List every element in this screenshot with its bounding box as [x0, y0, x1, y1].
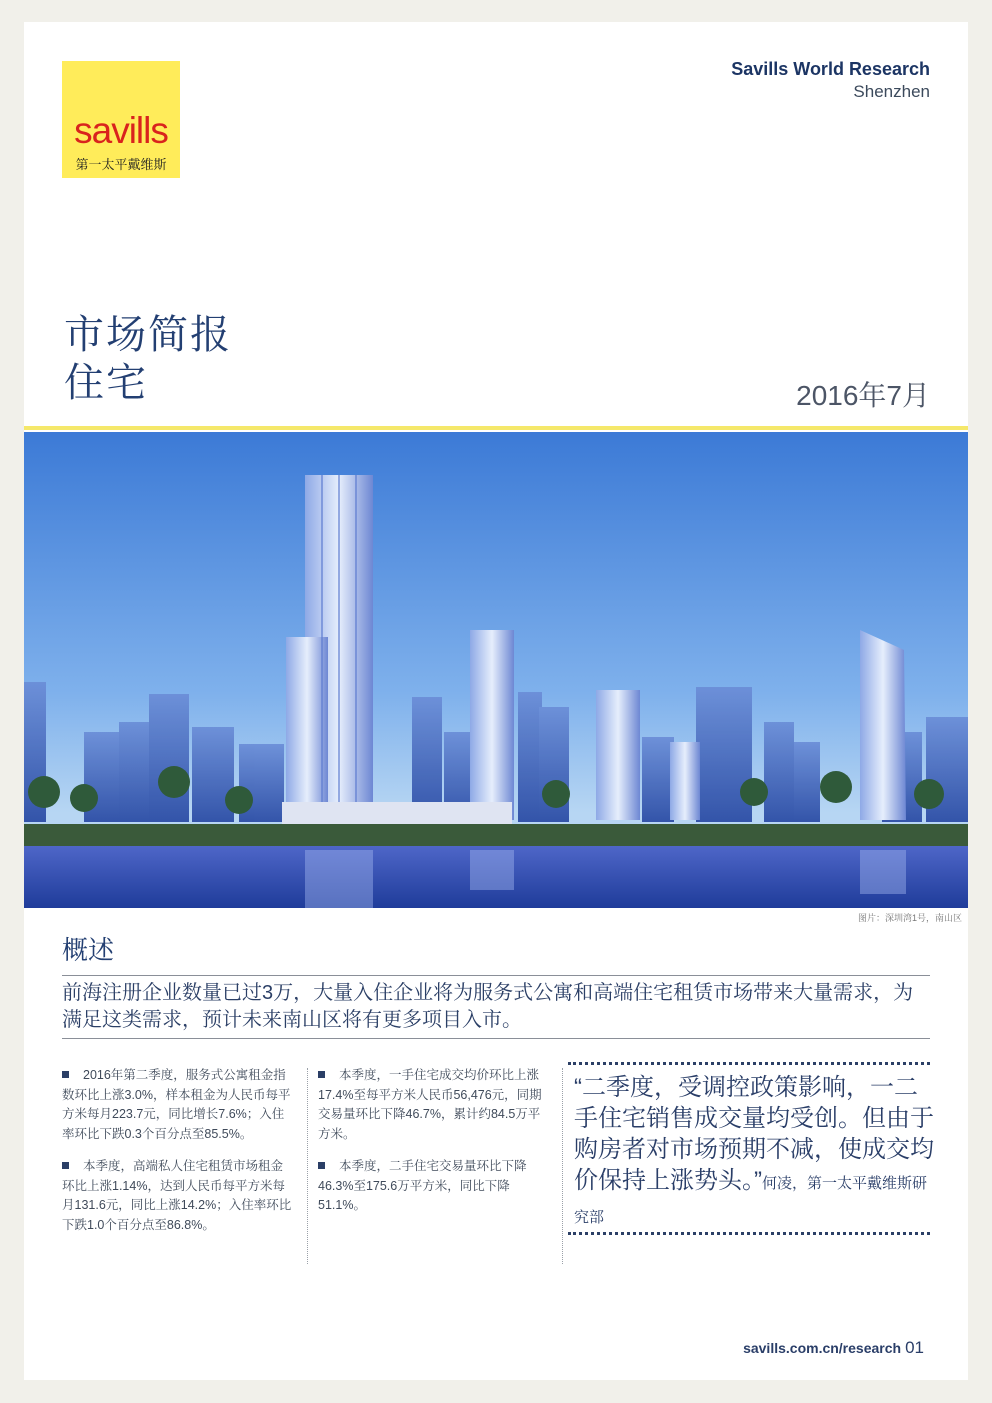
- photo-credit: 图片：深圳湾1号，南山区: [857, 913, 962, 923]
- bullet-item: 2016年第二季度，服务式公寓租金指数环比上涨3.0%，样本租金为人民币每平方米每月223.7元，同比增长7.6%；入住率环比下跌0.3个百分点至85.5%。: [62, 1068, 291, 1141]
- overview-top-rule: [62, 975, 930, 976]
- savills-logo: [62, 61, 180, 178]
- bullet-item: 本季度，一手住宅成交均价环比上涨17.4%至每平方米人民币56,476元，同期交易量环比下降46.7%，累计约84.5万平方米。: [318, 1068, 542, 1141]
- overview-bottom-rule: [62, 1038, 930, 1039]
- yellow-divider: [24, 426, 968, 430]
- bullet-square-icon: [318, 1071, 325, 1078]
- report-page: [24, 22, 968, 1380]
- pull-quote: [574, 1072, 936, 1233]
- bullet-item: 本季度，二手住宅交易量环比下降46.3%至175.6万平方米，同比下降51.1%。: [318, 1159, 527, 1212]
- bullet-item: 本季度，高端私人住宅租赁市场租金环比上涨1.14%，达到人民币每平方米每月131.6元，同比上涨14.2%；入住率环比下跌1.0个百分点至86.8%。: [62, 1159, 292, 1232]
- quote-top-dots: [568, 1062, 930, 1065]
- bullet-square-icon: [62, 1071, 69, 1078]
- overview-lead: 前海注册企业数量已过3万，大量入住企业将为服务式公寓和高端住宅租赁市场带来大量需求，为满足这类需求，预计未来南山区将有更多项目入市。: [62, 982, 914, 1031]
- logo-wordmark: savills: [74, 110, 168, 151]
- report-title: 市场简报: [64, 313, 232, 357]
- column-divider: [562, 1068, 563, 1264]
- logo-chinese-name: 第一太平戴维斯: [75, 157, 167, 172]
- quote-source: 何凌，第一太平戴维斯研究部: [574, 1175, 928, 1226]
- quote-bottom-dots: [568, 1232, 930, 1235]
- footer-url[interactable]: savills.com.cn/research: [743, 1340, 902, 1356]
- column-middle: [318, 1066, 548, 1229]
- page-footer: [743, 1338, 924, 1358]
- city-name: Shenzhen: [853, 82, 930, 101]
- column-divider: [307, 1068, 308, 1264]
- column-left: [62, 1066, 292, 1248]
- brand-title: Savills World Research: [731, 59, 930, 79]
- overview-heading: 概述: [62, 935, 115, 965]
- bullet-square-icon: [318, 1162, 325, 1169]
- quote-text: “二季度，受调控政策影响，一二手住宅销售成交量均受创。但由于购房者对市场预期不减，使成交均价保持上涨势头。”: [574, 1074, 934, 1194]
- skyline-photo: [24, 432, 968, 908]
- bullet-square-icon: [62, 1162, 69, 1169]
- report-date: 2016年7月: [796, 380, 930, 411]
- report-subtitle: 住宅: [64, 361, 148, 405]
- page-number: 01: [905, 1338, 924, 1357]
